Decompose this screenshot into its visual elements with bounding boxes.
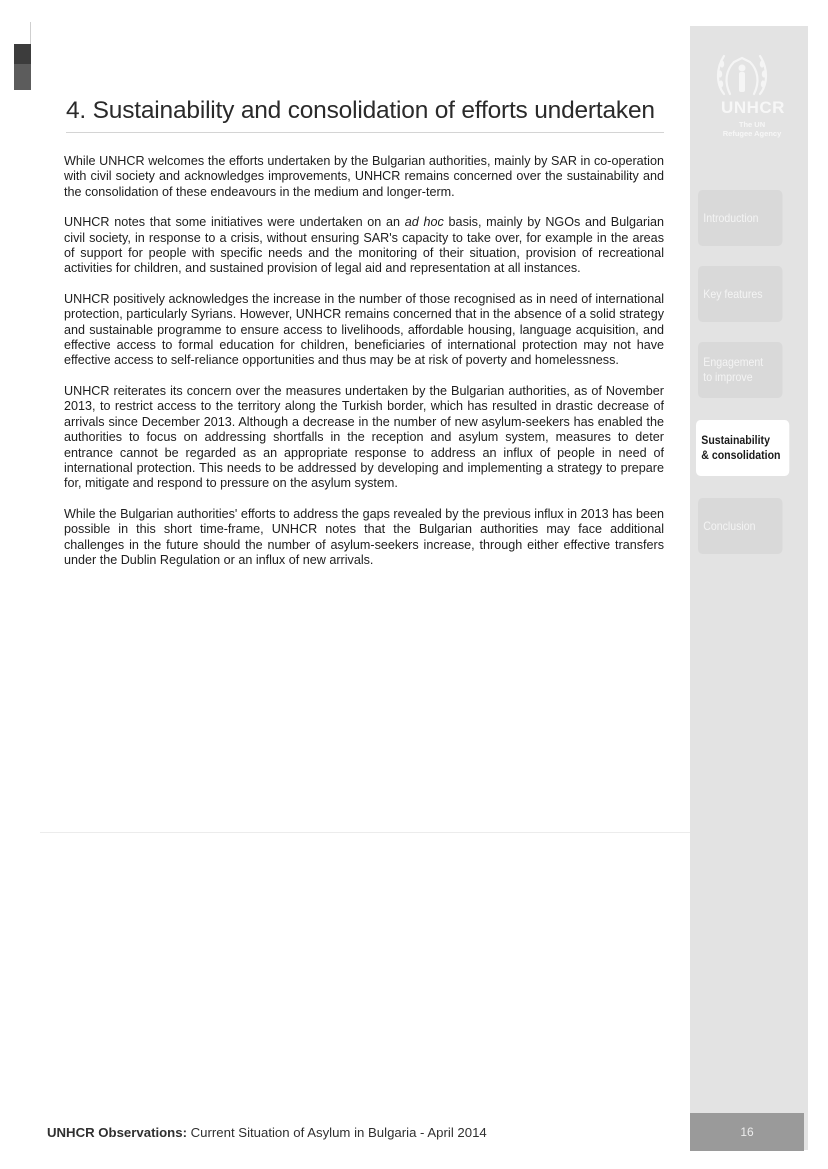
tab-introduction[interactable]: Introduction [698,190,782,246]
heading-divider [66,132,664,133]
paragraph-5: While the Bulgarian authorities' efforts to address the gaps revealed by the previous influx in 2013 has been possible in this short time-frame, UNHCR notes that the Bulgarian authorities may face additional challenges in the future should the number of asylum-seekers increase, through either effective transfers under the Dublin Regulation or an influx of new arrivals. [64,506,664,567]
section-heading [66,97,666,125]
page-number: 16 [690,1113,804,1151]
paragraph-2: UNHCR notes that some initiatives were undertaken on an ad hoc basis, mainly by NGOs and Bulgarian civil society, in response to a crisis, without ensuring SAR's capacity to take over, for example in the areas of support for people with specific needs and the monitoring of their situation, provision of recreational activities for children, and sustained provision of legal aid and representation at all instances. [64,215,665,276]
bottom-divider [40,832,690,833]
section-title: Sustainability and consolidation of efforts undertaken [92,97,655,124]
page-marker-top [14,44,31,64]
tab-key-features[interactable]: Key features [698,266,782,322]
tab-engagement[interactable]: Engagement to improve [698,342,782,398]
body-text [64,154,664,583]
footer-title: Current Situation of Asylum in Bulgaria - April 2014 [186,1125,487,1140]
tab-conclusion[interactable]: Conclusion [698,498,782,554]
paragraph-4: UNHCR reiterates its concern over the measures undertaken by the Bulgarian authorities, as of November 2013, to restrict access to the territory along the Turkish border, which has resulted in drastic decrease of arrivals since December 2013. Although a decrease in the number of new asylum-seekers has enabled the authorities to focus on addressing shortfalls in the reception and asylum system, measures to deter entrance cannot be regarded as an appropriate response to address an influx of people in need of international protection. This needs to be addressed by developing and implementing a strategy to prepare for, mitigate and respond to pressure on the asylum system. [64,383,664,491]
footer [47,1125,487,1140]
paragraph-3: UNHCR positively acknowledges the increase in the number of those recognised as in need of international protection, particularly Syrians. However, UNHCR remains concerned that in the absence of a solid strategy and sustainable programme to ensure access to livelihoods, affordable housing, language acquisition, and effective access to formal education for children, beneficiaries of international protection may not have effective access to self-reliance opportunities and thus may be at risk of poverty and homelessness. [64,291,664,368]
tab-sustainability[interactable]: Sustainability & consolidation [696,420,789,476]
sidebar [690,26,808,1150]
paragraph-1: While UNHCR welcomes the efforts undertaken by the Bulgarian authorities, mainly by SAR in co-operation with civil society and acknowledges improvements, UNHCR remains concerned over the sustainability and the consolidation of these endeavours in the medium and longer-term. [64,154,664,199]
section-number: 4. [66,97,87,124]
emphasis-ad-hoc: ad hoc [404,215,444,230]
footer-label: UNHCR Observations: [47,1125,187,1140]
logo-tagline: The UN Refugee Agency [722,120,782,138]
unhcr-logo-icon [712,50,772,98]
logo-wordmark: UNHCR [721,98,785,117]
